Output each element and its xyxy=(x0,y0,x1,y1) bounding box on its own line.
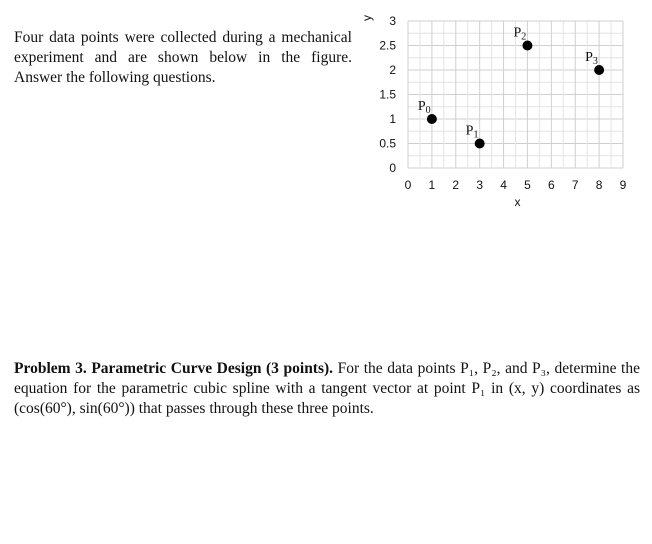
x-tick-label: 8 xyxy=(595,178,603,192)
problem-body: For the data points P₁, P₂, and P₃, determine the equation for the parametric cubic spline with a tangent vector at point P₁ in (x, y) coordinates as (cos(60°), sin(60°)) that passes through these three points. xyxy=(14,360,640,417)
x-tick-label: 0 xyxy=(404,178,412,192)
data-points-chart xyxy=(355,0,652,225)
y-tick-label: 3 xyxy=(389,14,396,28)
x-tick-label: 1 xyxy=(428,178,436,192)
y-tick-label: 1 xyxy=(389,112,396,126)
y-tick-label: 0.5 xyxy=(379,136,396,151)
x-axis-label: x xyxy=(514,195,521,209)
y-axis-label: y xyxy=(360,15,374,21)
x-tick-label: 5 xyxy=(524,178,531,192)
x-tick-label: 4 xyxy=(500,178,507,192)
point-label-p0: $P_0$ xyxy=(417,99,431,116)
y-tick-label: 0 xyxy=(389,161,396,175)
y-tick-label: 2.5 xyxy=(379,38,396,53)
problem-3-paragraph xyxy=(14,359,640,419)
x-tick-label: 7 xyxy=(571,178,579,192)
x-tick-label: 6 xyxy=(547,178,555,192)
point-label-p2: $P_2$ xyxy=(513,25,527,43)
y-tick-label: 1.5 xyxy=(379,87,396,102)
intro-paragraph: Four data points were collected during a mechanical experiment and are shown below in the figure. Answer the following questions. xyxy=(14,29,352,86)
problem-heading: Problem 3. Parametric Curve Design (3 points). xyxy=(14,360,334,377)
point-label-p3: $P_3$ xyxy=(585,50,598,67)
x-tick-label: 3 xyxy=(476,178,484,192)
y-tick-label: 2 xyxy=(389,63,396,77)
x-tick-label: 9 xyxy=(619,178,627,192)
chart-grid xyxy=(408,21,623,168)
x-axis-ticks xyxy=(405,178,627,192)
point-label-p1: $P_1$ xyxy=(465,123,479,141)
x-tick-label: 2 xyxy=(452,178,460,192)
data-points xyxy=(418,26,604,149)
y-axis-ticks xyxy=(379,14,396,175)
